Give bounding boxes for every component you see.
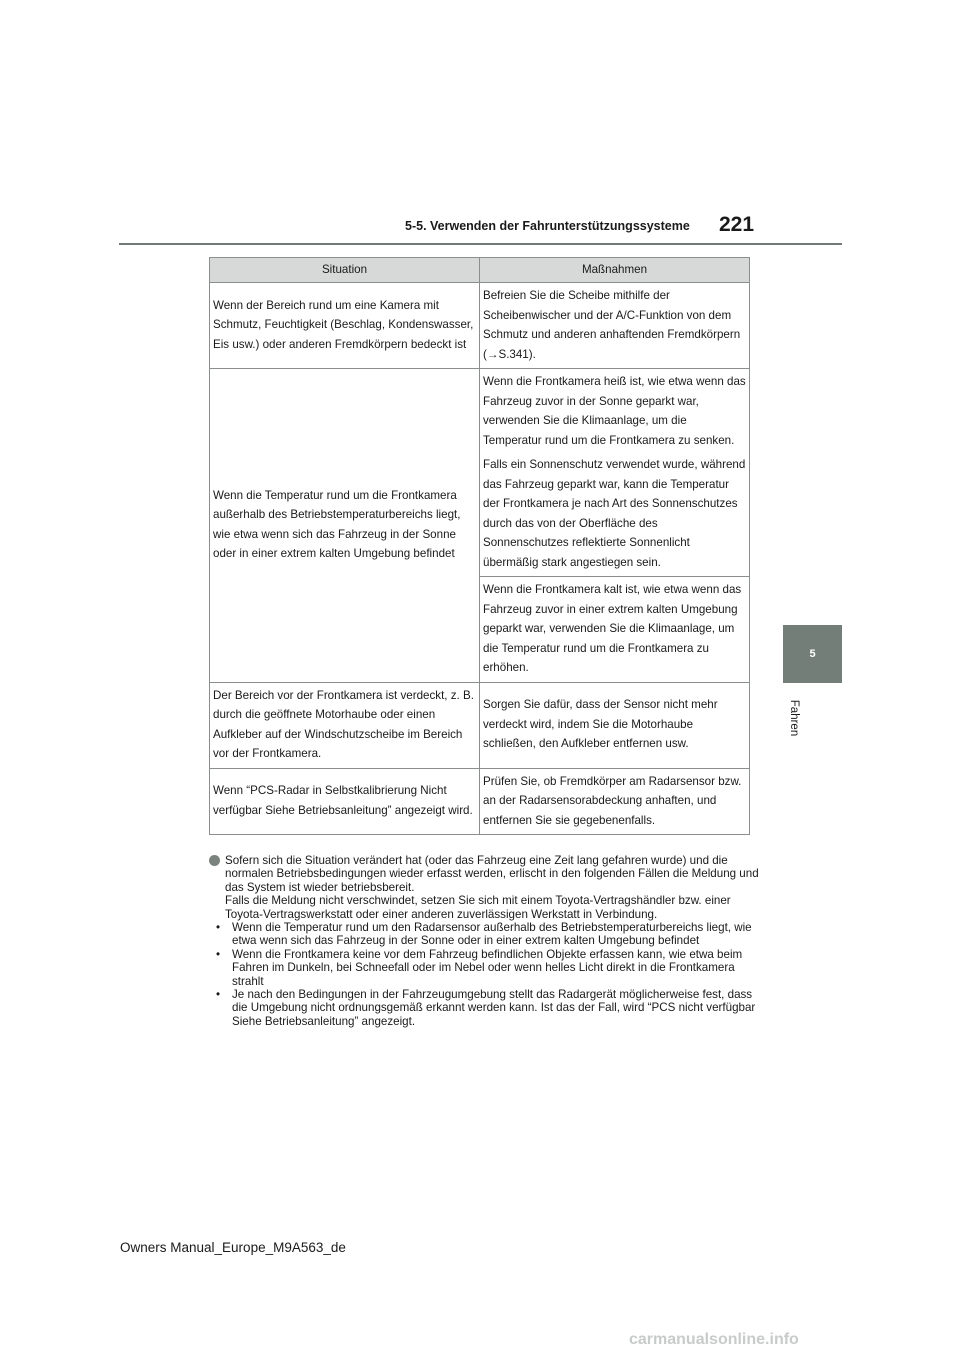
list-item-text: Wenn die Frontkamera keine vor dem Fahrzeug befindlichen Objekte erfassen kann, wie etwa beim Fahren im Dunkeln, bei Schneefall oder im Nebel oder wenn helles Licht direkt in die Frontkamera strahlt [232, 947, 743, 988]
situation-cell: Wenn “PCS-Radar in Selbstkalibrierung Nicht verfügbar Siehe Betriebsanleitung” angezeigt wird. [210, 768, 480, 835]
watermark: carmanualsonline.info [629, 1331, 799, 1348]
chapter-label: Fahren [788, 699, 800, 737]
list-item [216, 988, 759, 1028]
header-situation: Situation [210, 258, 480, 283]
actions-cell: Sorgen Sie dafür, dass der Sensor nicht mehr verdeckt wird, indem Sie die Motorhaube schließen, den Aufkleber entfernen usw. [480, 682, 750, 768]
situation-cell: Wenn die Temperatur rund um die Frontkamera außerhalb des Betriebstemperaturbereichs liegt, wie etwa wenn sich das Fahrzeug in der Sonne oder in einer extrem kalten Umgebung befindet [210, 369, 480, 683]
list-item [216, 921, 759, 948]
note-body [216, 854, 759, 1028]
header-rule [119, 243, 842, 245]
table-row [210, 369, 750, 577]
chapter-tab[interactable] [783, 625, 842, 683]
bullet-dot-icon: • [216, 988, 221, 1002]
list-item-text: Wenn die Temperatur rund um den Radarsensor außerhalb des Betriebstemperaturbereichs liegt, wie etwa wenn sich das Fahrzeug in der Sonne oder in einer extrem kalten Umgebung befindet [232, 921, 752, 948]
actions-cell: Befreien Sie die Scheibe mithilfe der Scheibenwischer und der A/C-Funktion von dem Schmutz und anderen anhaftenden Fremdkörpern (→S.341). [480, 283, 750, 369]
table-row [210, 283, 750, 369]
list-item-text: Je nach den Bedingungen in der Fahrzeugumgebung stellt das Radargerät möglicherweise fest, dass die Umgebung nicht ordnungsgemäß erkannt werden kann. Ist das der Fall, wird “PCS nicht verfügbar Siehe Betriebsanleitung” angezeigt. [232, 988, 756, 1028]
manual-id: Owners Manual_Europe_M9A563_de [120, 1240, 346, 1255]
actions-paragraph: Wenn die Frontkamera heiß ist, wie etwa wenn das Fahrzeug zuvor in der Sonne geparkt war, verwenden Sie die Klimaanlage, um die Temperatur rund um die Frontkamera zu senken. [483, 375, 746, 447]
table-row [210, 682, 750, 768]
actions-cell [480, 369, 750, 577]
header-actions: Maßnahmen [480, 258, 750, 283]
bullet-dot-icon: • [216, 947, 221, 961]
chapter-number: 5 [809, 648, 816, 660]
note-intro: Sofern sich die Situation verändert hat (oder das Fahrzeug eine Zeit lang gefahren wurde) und die normalen Betriebsbedingungen wieder erfasst werden, erlischt in den folgenden Fällen die Meldung und das System ist wieder betriebsbereit. [225, 854, 759, 894]
list-item [216, 948, 759, 988]
circle-bullet-icon [209, 855, 220, 866]
section-title: 5-5. Verwenden der Fahrunterstützungssysteme [405, 219, 690, 233]
table-header-row [210, 258, 750, 283]
situation-table [209, 257, 750, 835]
situation-cell: Der Bereich vor der Frontkamera ist verdeckt, z. B. durch die geöffnete Motorhaube oder einen Aufkleber auf der Windschutzscheibe im Bereich vor der Frontkamera. [210, 682, 480, 768]
note-list [216, 921, 759, 1028]
table-row [210, 768, 750, 835]
note-follow-up: Falls die Meldung nicht verschwindet, setzen Sie sich mit einem Toyota-Vertragshändler bzw. einer Toyota-Vertragswerkstatt oder einer anderen zuverlässigen Werkstatt in Verbindung. [225, 894, 731, 921]
notes-section [209, 854, 759, 1028]
actions-paragraph: Falls ein Sonnenschutz verwendet wurde, während das Fahrzeug geparkt war, kann die Temperatur der Frontkamera je nach Art des Sonnenschutzes durch das von der Oberfläche des Sonnenschutzes reflektierte Sonnenlicht übermäßig stark angestiegen sein. [483, 458, 746, 569]
actions-cell: Wenn die Frontkamera kalt ist, wie etwa wenn das Fahrzeug zuvor in einer extrem kalten Umgebung geparkt war, verwenden Sie die Klimaanlage, um die Temperatur rund um die Frontkamera zu erhöhen. [480, 577, 750, 683]
situation-cell: Wenn der Bereich rund um eine Kamera mit Schmutz, Feuchtigkeit (Beschlag, Kondenswasser, Eis usw.) oder anderen Fremdkörpern bedeckt ist [210, 283, 480, 369]
bullet-dot-icon: • [216, 921, 221, 935]
page-number: 221 [719, 213, 755, 236]
actions-cell: Prüfen Sie, ob Fremdkörper am Radarsensor bzw. an der Radarsensorabdeckung anhaften, und entfernen Sie sie gegebenenfalls. [480, 768, 750, 835]
